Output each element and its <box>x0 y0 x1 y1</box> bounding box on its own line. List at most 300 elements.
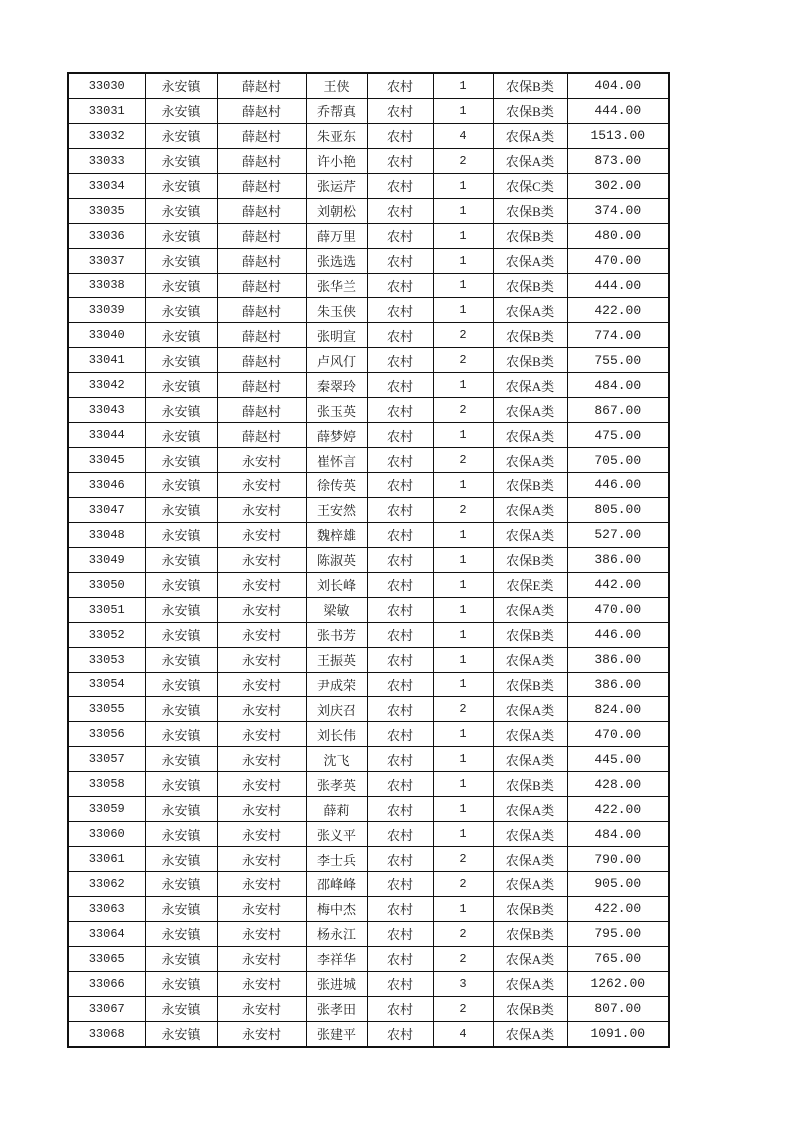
amount-cell: 404.00 <box>567 73 669 98</box>
amount-cell: 805.00 <box>567 497 669 522</box>
household-type-cell: 农村 <box>367 348 433 373</box>
record-id-cell: 33048 <box>68 522 145 547</box>
table-row <box>68 448 669 473</box>
household-size-cell: 4 <box>433 123 493 148</box>
household-type-cell: 农村 <box>367 672 433 697</box>
town-cell: 永安镇 <box>145 996 217 1021</box>
amount-cell: 765.00 <box>567 946 669 971</box>
insurance-category-cell: 农保A类 <box>493 697 567 722</box>
record-id-cell: 33061 <box>68 847 145 872</box>
table-row <box>68 173 669 198</box>
record-id-cell: 33042 <box>68 373 145 398</box>
person-name-cell: 张进城 <box>306 971 367 996</box>
household-size-cell: 1 <box>433 522 493 547</box>
household-type-cell: 农村 <box>367 148 433 173</box>
insurance-category-cell: 农保B类 <box>493 996 567 1021</box>
record-id-cell: 33065 <box>68 946 145 971</box>
village-cell: 永安村 <box>217 622 306 647</box>
record-id-cell: 33068 <box>68 1021 145 1046</box>
insurance-category-cell: 农保C类 <box>493 173 567 198</box>
amount-cell: 442.00 <box>567 572 669 597</box>
insurance-category-cell: 农保A类 <box>493 747 567 772</box>
insurance-category-cell: 农保A类 <box>493 398 567 423</box>
record-id-cell: 33041 <box>68 348 145 373</box>
household-size-cell: 1 <box>433 547 493 572</box>
village-cell: 永安村 <box>217 448 306 473</box>
household-type-cell: 农村 <box>367 323 433 348</box>
household-type-cell: 农村 <box>367 921 433 946</box>
village-cell: 永安村 <box>217 1021 306 1046</box>
town-cell: 永安镇 <box>145 198 217 223</box>
household-size-cell: 1 <box>433 223 493 248</box>
insurance-category-cell: 农保A类 <box>493 597 567 622</box>
household-size-cell: 2 <box>433 847 493 872</box>
household-size-cell: 1 <box>433 622 493 647</box>
village-cell: 永安村 <box>217 547 306 572</box>
amount-cell: 484.00 <box>567 373 669 398</box>
amount-cell: 422.00 <box>567 797 669 822</box>
person-name-cell: 秦翠玲 <box>306 373 367 398</box>
record-id-cell: 33057 <box>68 747 145 772</box>
table-row <box>68 772 669 797</box>
insurance-category-cell: 农保A类 <box>493 522 567 547</box>
amount-cell: 470.00 <box>567 248 669 273</box>
record-id-cell: 33046 <box>68 473 145 498</box>
person-name-cell: 李士兵 <box>306 847 367 872</box>
table-row <box>68 647 669 672</box>
insurance-category-cell: 农保A类 <box>493 298 567 323</box>
table-row <box>68 597 669 622</box>
amount-cell: 475.00 <box>567 423 669 448</box>
record-id-cell: 33030 <box>68 73 145 98</box>
village-cell: 永安村 <box>217 896 306 921</box>
record-id-cell: 33044 <box>68 423 145 448</box>
household-type-cell: 农村 <box>367 697 433 722</box>
town-cell: 永安镇 <box>145 622 217 647</box>
record-id-cell: 33067 <box>68 996 145 1021</box>
household-size-cell: 3 <box>433 971 493 996</box>
town-cell: 永安镇 <box>145 448 217 473</box>
insurance-category-cell: 农保A类 <box>493 423 567 448</box>
household-type-cell: 农村 <box>367 223 433 248</box>
table-row <box>68 921 669 946</box>
person-name-cell: 朱玉侠 <box>306 298 367 323</box>
household-type-cell: 农村 <box>367 73 433 98</box>
town-cell: 永安镇 <box>145 497 217 522</box>
village-cell: 永安村 <box>217 672 306 697</box>
person-name-cell: 梅中杰 <box>306 896 367 921</box>
insurance-category-cell: 农保A类 <box>493 847 567 872</box>
town-cell: 永安镇 <box>145 98 217 123</box>
table-row <box>68 123 669 148</box>
person-name-cell: 薛梦婷 <box>306 423 367 448</box>
person-name-cell: 卢风仃 <box>306 348 367 373</box>
table-row <box>68 996 669 1021</box>
record-id-cell: 33055 <box>68 697 145 722</box>
record-id-cell: 33054 <box>68 672 145 697</box>
household-type-cell: 农村 <box>367 971 433 996</box>
village-cell: 薛赵村 <box>217 198 306 223</box>
amount-cell: 705.00 <box>567 448 669 473</box>
insurance-category-cell: 农保B类 <box>493 772 567 797</box>
insurance-category-cell: 农保A类 <box>493 148 567 173</box>
table-row <box>68 822 669 847</box>
household-type-cell: 农村 <box>367 872 433 897</box>
household-type-cell: 农村 <box>367 198 433 223</box>
record-id-cell: 33043 <box>68 398 145 423</box>
household-size-cell: 4 <box>433 1021 493 1046</box>
village-cell: 薛赵村 <box>217 423 306 448</box>
household-size-cell: 2 <box>433 398 493 423</box>
town-cell: 永安镇 <box>145 273 217 298</box>
village-cell: 薛赵村 <box>217 373 306 398</box>
record-id-cell: 33050 <box>68 572 145 597</box>
household-type-cell: 农村 <box>367 497 433 522</box>
household-size-cell: 2 <box>433 946 493 971</box>
amount-cell: 1262.00 <box>567 971 669 996</box>
household-size-cell: 1 <box>433 373 493 398</box>
person-name-cell: 沈飞 <box>306 747 367 772</box>
insurance-category-cell: 农保B类 <box>493 73 567 98</box>
amount-cell: 905.00 <box>567 872 669 897</box>
insurance-category-cell: 农保B类 <box>493 622 567 647</box>
town-cell: 永安镇 <box>145 597 217 622</box>
amount-cell: 807.00 <box>567 996 669 1021</box>
record-id-cell: 33045 <box>68 448 145 473</box>
household-type-cell: 农村 <box>367 423 433 448</box>
household-type-cell: 农村 <box>367 772 433 797</box>
record-id-cell: 33066 <box>68 971 145 996</box>
amount-cell: 386.00 <box>567 672 669 697</box>
village-cell: 薛赵村 <box>217 123 306 148</box>
record-id-cell: 33064 <box>68 921 145 946</box>
person-name-cell: 薛万里 <box>306 223 367 248</box>
table-row <box>68 797 669 822</box>
town-cell: 永安镇 <box>145 398 217 423</box>
amount-cell: 755.00 <box>567 348 669 373</box>
beneficiary-table <box>67 72 670 1048</box>
table-row <box>68 1021 669 1046</box>
table-row <box>68 273 669 298</box>
town-cell: 永安镇 <box>145 697 217 722</box>
amount-cell: 867.00 <box>567 398 669 423</box>
person-name-cell: 张孝英 <box>306 772 367 797</box>
town-cell: 永安镇 <box>145 73 217 98</box>
record-id-cell: 33058 <box>68 772 145 797</box>
town-cell: 永安镇 <box>145 847 217 872</box>
household-size-cell: 1 <box>433 822 493 847</box>
person-name-cell: 刘长峰 <box>306 572 367 597</box>
record-id-cell: 33059 <box>68 797 145 822</box>
town-cell: 永安镇 <box>145 423 217 448</box>
household-type-cell: 农村 <box>367 996 433 1021</box>
person-name-cell: 刘长伟 <box>306 722 367 747</box>
table-row <box>68 298 669 323</box>
table-row <box>68 198 669 223</box>
household-size-cell: 1 <box>433 248 493 273</box>
table-row <box>68 971 669 996</box>
table-body <box>68 73 669 1047</box>
town-cell: 永安镇 <box>145 473 217 498</box>
household-size-cell: 1 <box>433 772 493 797</box>
record-id-cell: 33062 <box>68 872 145 897</box>
household-size-cell: 1 <box>433 273 493 298</box>
household-size-cell: 2 <box>433 448 493 473</box>
person-name-cell: 张华兰 <box>306 273 367 298</box>
household-type-cell: 农村 <box>367 547 433 572</box>
table-row <box>68 323 669 348</box>
household-size-cell: 1 <box>433 98 493 123</box>
table-row <box>68 672 669 697</box>
household-type-cell: 农村 <box>367 473 433 498</box>
table-row <box>68 872 669 897</box>
person-name-cell: 张书芳 <box>306 622 367 647</box>
insurance-category-cell: 农保A类 <box>493 971 567 996</box>
town-cell: 永安镇 <box>145 348 217 373</box>
record-id-cell: 33047 <box>68 497 145 522</box>
table-row <box>68 547 669 572</box>
household-type-cell: 农村 <box>367 173 433 198</box>
insurance-category-cell: 农保A类 <box>493 1021 567 1046</box>
insurance-category-cell: 农保B类 <box>493 348 567 373</box>
table-row <box>68 497 669 522</box>
town-cell: 永安镇 <box>145 872 217 897</box>
record-id-cell: 33049 <box>68 547 145 572</box>
village-cell: 薛赵村 <box>217 273 306 298</box>
insurance-category-cell: 农保B类 <box>493 273 567 298</box>
person-name-cell: 张选选 <box>306 248 367 273</box>
insurance-category-cell: 农保A类 <box>493 797 567 822</box>
village-cell: 薛赵村 <box>217 173 306 198</box>
table-row <box>68 946 669 971</box>
town-cell: 永安镇 <box>145 797 217 822</box>
table-row <box>68 847 669 872</box>
village-cell: 永安村 <box>217 946 306 971</box>
village-cell: 永安村 <box>217 996 306 1021</box>
town-cell: 永安镇 <box>145 148 217 173</box>
table-row <box>68 98 669 123</box>
household-size-cell: 1 <box>433 722 493 747</box>
household-type-cell: 农村 <box>367 98 433 123</box>
household-type-cell: 农村 <box>367 273 433 298</box>
person-name-cell: 张明宣 <box>306 323 367 348</box>
village-cell: 薛赵村 <box>217 73 306 98</box>
person-name-cell: 刘朝松 <box>306 198 367 223</box>
record-id-cell: 33035 <box>68 198 145 223</box>
household-type-cell: 农村 <box>367 896 433 921</box>
town-cell: 永安镇 <box>145 173 217 198</box>
record-id-cell: 33037 <box>68 248 145 273</box>
record-id-cell: 33031 <box>68 98 145 123</box>
record-id-cell: 33063 <box>68 896 145 921</box>
table-row <box>68 223 669 248</box>
person-name-cell: 许小艳 <box>306 148 367 173</box>
record-id-cell: 33039 <box>68 298 145 323</box>
insurance-category-cell: 农保E类 <box>493 572 567 597</box>
insurance-category-cell: 农保A类 <box>493 822 567 847</box>
village-cell: 永安村 <box>217 697 306 722</box>
table-row <box>68 697 669 722</box>
record-id-cell: 33033 <box>68 148 145 173</box>
table-row <box>68 622 669 647</box>
household-size-cell: 2 <box>433 497 493 522</box>
household-type-cell: 农村 <box>367 123 433 148</box>
amount-cell: 445.00 <box>567 747 669 772</box>
town-cell: 永安镇 <box>145 547 217 572</box>
household-type-cell: 农村 <box>367 448 433 473</box>
town-cell: 永安镇 <box>145 298 217 323</box>
insurance-category-cell: 农保B类 <box>493 672 567 697</box>
table-row <box>68 572 669 597</box>
household-size-cell: 2 <box>433 921 493 946</box>
amount-cell: 428.00 <box>567 772 669 797</box>
household-type-cell: 农村 <box>367 522 433 547</box>
insurance-category-cell: 农保B类 <box>493 98 567 123</box>
household-type-cell: 农村 <box>367 747 433 772</box>
amount-cell: 527.00 <box>567 522 669 547</box>
person-name-cell: 魏梓雄 <box>306 522 367 547</box>
town-cell: 永安镇 <box>145 896 217 921</box>
table-row <box>68 373 669 398</box>
village-cell: 永安村 <box>217 597 306 622</box>
person-name-cell: 张孝田 <box>306 996 367 1021</box>
amount-cell: 1513.00 <box>567 123 669 148</box>
insurance-category-cell: 农保B类 <box>493 223 567 248</box>
household-type-cell: 农村 <box>367 822 433 847</box>
insurance-category-cell: 农保A类 <box>493 647 567 672</box>
village-cell: 永安村 <box>217 522 306 547</box>
household-type-cell: 农村 <box>367 572 433 597</box>
amount-cell: 484.00 <box>567 822 669 847</box>
household-type-cell: 农村 <box>367 248 433 273</box>
person-name-cell: 陈淑英 <box>306 547 367 572</box>
person-name-cell: 王侠 <box>306 73 367 98</box>
amount-cell: 302.00 <box>567 173 669 198</box>
insurance-category-cell: 农保A类 <box>493 123 567 148</box>
household-size-cell: 2 <box>433 348 493 373</box>
record-id-cell: 33038 <box>68 273 145 298</box>
amount-cell: 422.00 <box>567 298 669 323</box>
household-size-cell: 1 <box>433 797 493 822</box>
person-name-cell: 张义平 <box>306 822 367 847</box>
person-name-cell: 杨永江 <box>306 921 367 946</box>
amount-cell: 470.00 <box>567 597 669 622</box>
person-name-cell: 李祥华 <box>306 946 367 971</box>
insurance-category-cell: 农保A类 <box>493 448 567 473</box>
village-cell: 永安村 <box>217 647 306 672</box>
village-cell: 永安村 <box>217 572 306 597</box>
insurance-category-cell: 农保A类 <box>493 946 567 971</box>
household-size-cell: 1 <box>433 173 493 198</box>
record-id-cell: 33051 <box>68 597 145 622</box>
village-cell: 薛赵村 <box>217 98 306 123</box>
table-row <box>68 73 669 98</box>
household-type-cell: 农村 <box>367 797 433 822</box>
person-name-cell: 邵峰峰 <box>306 872 367 897</box>
town-cell: 永安镇 <box>145 248 217 273</box>
amount-cell: 824.00 <box>567 697 669 722</box>
household-size-cell: 1 <box>433 597 493 622</box>
household-size-cell: 1 <box>433 747 493 772</box>
household-type-cell: 农村 <box>367 622 433 647</box>
town-cell: 永安镇 <box>145 921 217 946</box>
person-name-cell: 朱亚东 <box>306 123 367 148</box>
insurance-category-cell: 农保B类 <box>493 896 567 921</box>
household-size-cell: 1 <box>433 647 493 672</box>
town-cell: 永安镇 <box>145 572 217 597</box>
household-size-cell: 1 <box>433 423 493 448</box>
household-type-cell: 农村 <box>367 298 433 323</box>
town-cell: 永安镇 <box>145 822 217 847</box>
person-name-cell: 徐传英 <box>306 473 367 498</box>
insurance-category-cell: 农保A类 <box>493 497 567 522</box>
household-size-cell: 1 <box>433 896 493 921</box>
amount-cell: 470.00 <box>567 722 669 747</box>
household-size-cell: 2 <box>433 697 493 722</box>
household-type-cell: 农村 <box>367 1021 433 1046</box>
insurance-category-cell: 农保A类 <box>493 722 567 747</box>
amount-cell: 1091.00 <box>567 1021 669 1046</box>
household-size-cell: 1 <box>433 198 493 223</box>
town-cell: 永安镇 <box>145 722 217 747</box>
town-cell: 永安镇 <box>145 747 217 772</box>
town-cell: 永安镇 <box>145 373 217 398</box>
person-name-cell: 张建平 <box>306 1021 367 1046</box>
record-id-cell: 33032 <box>68 123 145 148</box>
insurance-category-cell: 农保B类 <box>493 921 567 946</box>
household-size-cell: 2 <box>433 323 493 348</box>
person-name-cell: 王安然 <box>306 497 367 522</box>
household-size-cell: 2 <box>433 872 493 897</box>
village-cell: 永安村 <box>217 772 306 797</box>
table-row <box>68 473 669 498</box>
household-type-cell: 农村 <box>367 722 433 747</box>
amount-cell: 444.00 <box>567 98 669 123</box>
person-name-cell: 张运芹 <box>306 173 367 198</box>
village-cell: 永安村 <box>217 921 306 946</box>
record-id-cell: 33052 <box>68 622 145 647</box>
village-cell: 永安村 <box>217 872 306 897</box>
table-row <box>68 722 669 747</box>
village-cell: 薛赵村 <box>217 298 306 323</box>
town-cell: 永安镇 <box>145 323 217 348</box>
household-size-cell: 2 <box>433 148 493 173</box>
village-cell: 薛赵村 <box>217 148 306 173</box>
amount-cell: 446.00 <box>567 622 669 647</box>
amount-cell: 480.00 <box>567 223 669 248</box>
village-cell: 永安村 <box>217 847 306 872</box>
household-size-cell: 1 <box>433 572 493 597</box>
table-row <box>68 522 669 547</box>
insurance-category-cell: 农保A类 <box>493 373 567 398</box>
amount-cell: 873.00 <box>567 148 669 173</box>
amount-cell: 386.00 <box>567 547 669 572</box>
household-type-cell: 农村 <box>367 373 433 398</box>
village-cell: 薛赵村 <box>217 398 306 423</box>
insurance-category-cell: 农保B类 <box>493 473 567 498</box>
village-cell: 永安村 <box>217 971 306 996</box>
amount-cell: 790.00 <box>567 847 669 872</box>
town-cell: 永安镇 <box>145 971 217 996</box>
person-name-cell: 崔怀言 <box>306 448 367 473</box>
table-row <box>68 398 669 423</box>
table-row <box>68 747 669 772</box>
household-size-cell: 1 <box>433 73 493 98</box>
person-name-cell: 刘庆召 <box>306 697 367 722</box>
table-row <box>68 248 669 273</box>
village-cell: 永安村 <box>217 822 306 847</box>
insurance-category-cell: 农保B类 <box>493 323 567 348</box>
